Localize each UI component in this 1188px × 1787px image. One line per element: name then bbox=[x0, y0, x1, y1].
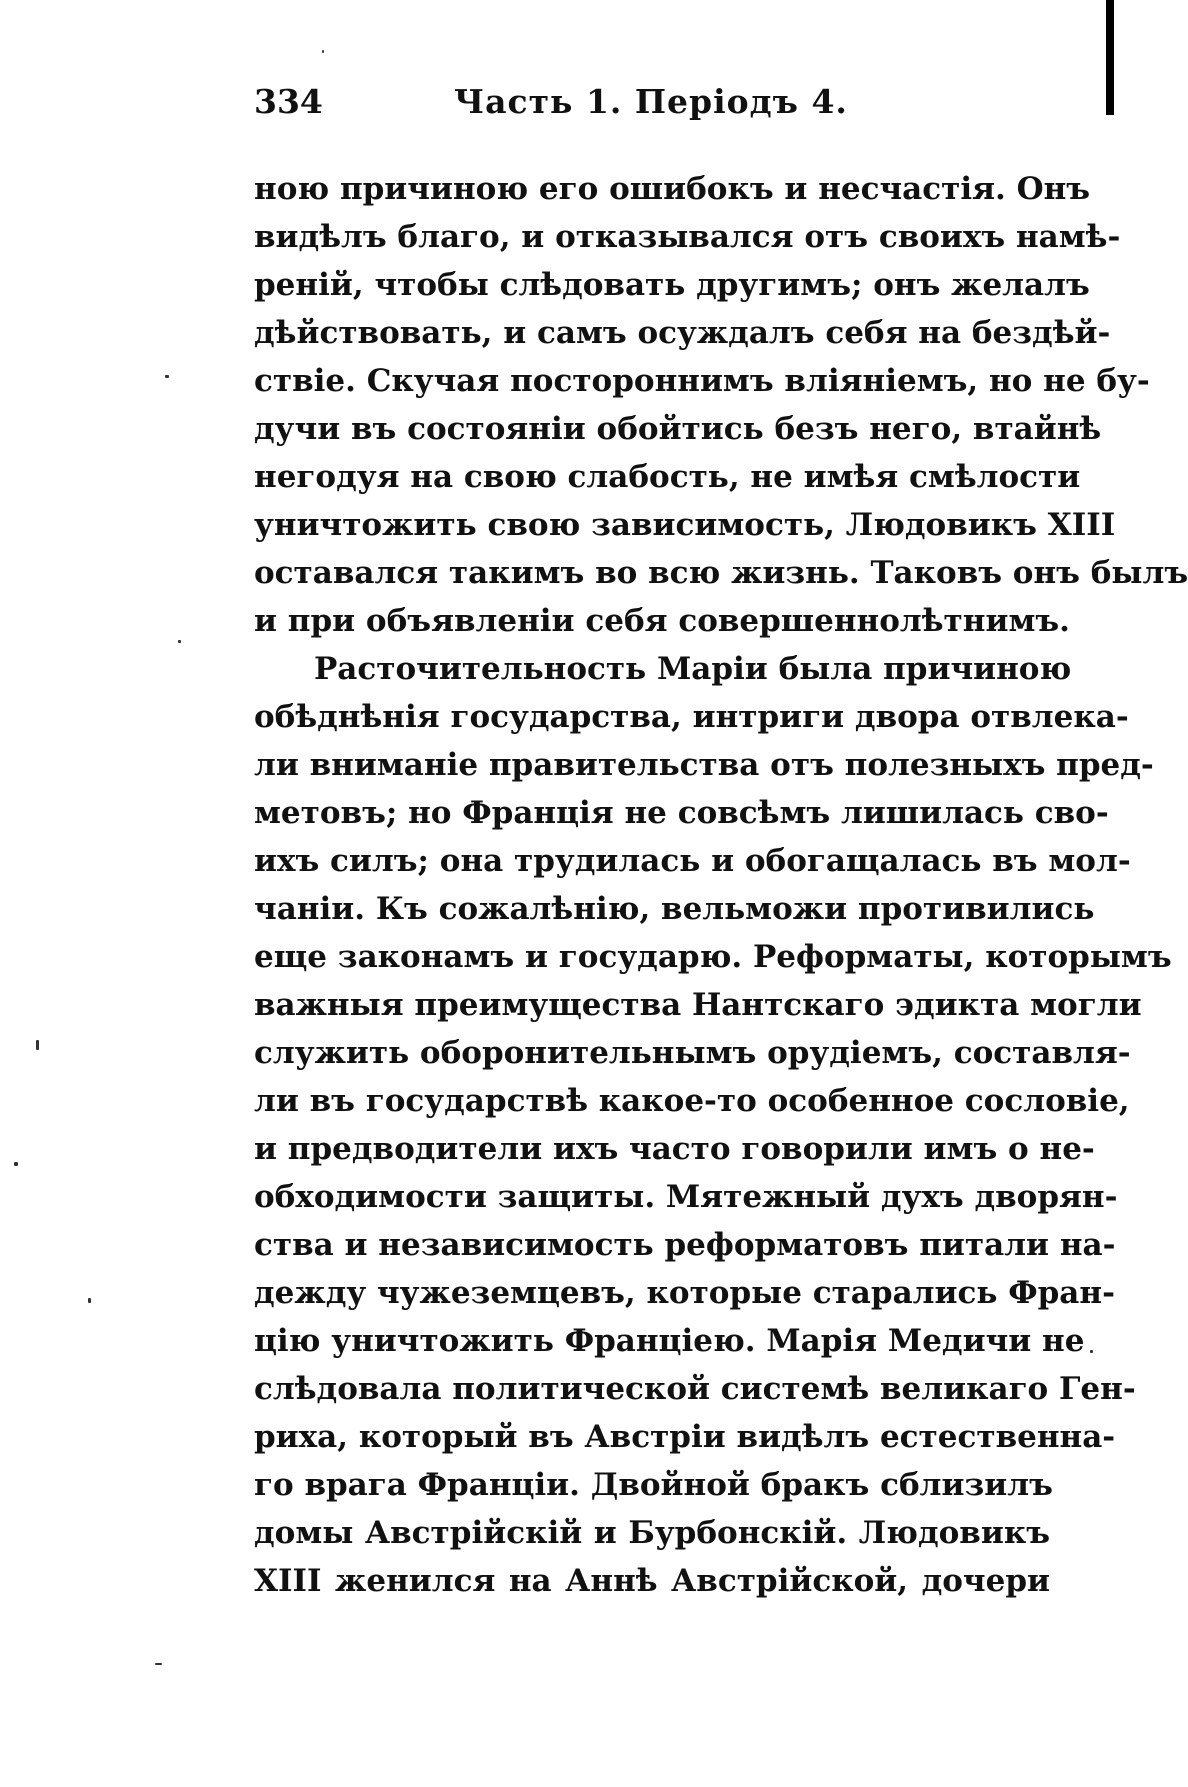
text-line: и предводители ихъ часто говорили имъ о не- bbox=[254, 1131, 1095, 1167]
text-line: XIII женился на Аннѣ Австрійской, дочери bbox=[254, 1563, 1050, 1599]
scan-speck bbox=[36, 1040, 39, 1050]
text-line: ли вниманіе правительства отъ полезныхъ пред- bbox=[254, 747, 1154, 783]
scan-speck bbox=[155, 1663, 162, 1665]
text-line: видѣлъ благо, и отказывался отъ своихъ намѣ- bbox=[254, 219, 1121, 255]
body-text bbox=[254, 165, 1188, 1605]
text-line: дежду чужеземцевъ, которые старались Фран- bbox=[254, 1275, 1115, 1311]
scan-speck bbox=[165, 375, 169, 378]
text-line: ихъ силъ; она трудилась и обогащалась въ мол- bbox=[254, 843, 1131, 879]
text-line: ли въ государствѣ какое-то особенное сословіе, bbox=[254, 1083, 1130, 1119]
paragraph-end-line: и при объявленіи себя совершеннолѣтнимъ. bbox=[254, 603, 1070, 639]
text-line: ствіе. Скучая постороннимъ вліяніемъ, но не бу- bbox=[254, 363, 1150, 399]
text-line: еще законамъ и государю. Реформаты, которымъ bbox=[254, 939, 1172, 975]
text-line: ною причиною его ошибокъ и несчастія. Онъ bbox=[254, 171, 1091, 207]
page-number: 334 bbox=[254, 82, 323, 121]
text-line: дучи въ состояніи обойтись безъ него, втайнѣ bbox=[254, 411, 1102, 447]
scan-edge-mark bbox=[1106, 0, 1114, 115]
text-line: метовъ; но Франція не совсѣмъ лишилась сво- bbox=[254, 795, 1109, 831]
scan-speck bbox=[322, 50, 324, 53]
text-line: обходимости защиты. Мятежный духъ дворян- bbox=[254, 1179, 1118, 1215]
text-line: го врага Франціи. Двойной бракъ сблизилъ bbox=[254, 1467, 1053, 1503]
text-line: ства и независимость реформатовъ питали на- bbox=[254, 1227, 1116, 1263]
text-line: риха, который въ Австріи видѣлъ естественна- bbox=[254, 1419, 1116, 1455]
scan-speck bbox=[1090, 1350, 1093, 1353]
page-header bbox=[254, 82, 1050, 132]
text-line: чаніи. Къ сожалѣнію, вельможи противились bbox=[254, 891, 1095, 927]
text-line: слѣдовала политической системѣ великаго Ген- bbox=[254, 1371, 1136, 1407]
text-line: дѣйствовать, и самъ осуждалъ себя на бездѣй- bbox=[254, 315, 1111, 351]
text-line: домы Австрійскій и Бурбонскій. Людовикъ bbox=[254, 1515, 1050, 1551]
paragraph-start-line: Расточительность Маріи была причиною bbox=[314, 651, 1072, 687]
running-title: Часть 1. Періодъ 4. bbox=[454, 82, 848, 121]
text-line: реній, чтобы слѣдовать другимъ; онъ желалъ bbox=[254, 267, 1090, 303]
text-line: обѣднѣнія государства, интриги двора отвлека- bbox=[254, 699, 1129, 735]
text-line: цію уничтожить Франціею. Марія Медичи не bbox=[254, 1323, 1085, 1359]
text-line: служить оборонительнымъ орудіемъ, составля- bbox=[254, 1035, 1131, 1071]
text-line: негодуя на свою слабость, не имѣя смѣлости bbox=[254, 459, 1081, 495]
text-line: важныя преимущества Нантскаго эдикта могли bbox=[254, 987, 1142, 1023]
scan-speck bbox=[14, 1162, 18, 1166]
scan-speck bbox=[178, 640, 181, 643]
text-line: уничтожить свою зависимость, Людовикъ XIII bbox=[254, 507, 1116, 543]
text-line: оставался такимъ во всю жизнь. Таковъ онъ былъ bbox=[254, 555, 1188, 591]
scan-speck bbox=[88, 1298, 91, 1303]
